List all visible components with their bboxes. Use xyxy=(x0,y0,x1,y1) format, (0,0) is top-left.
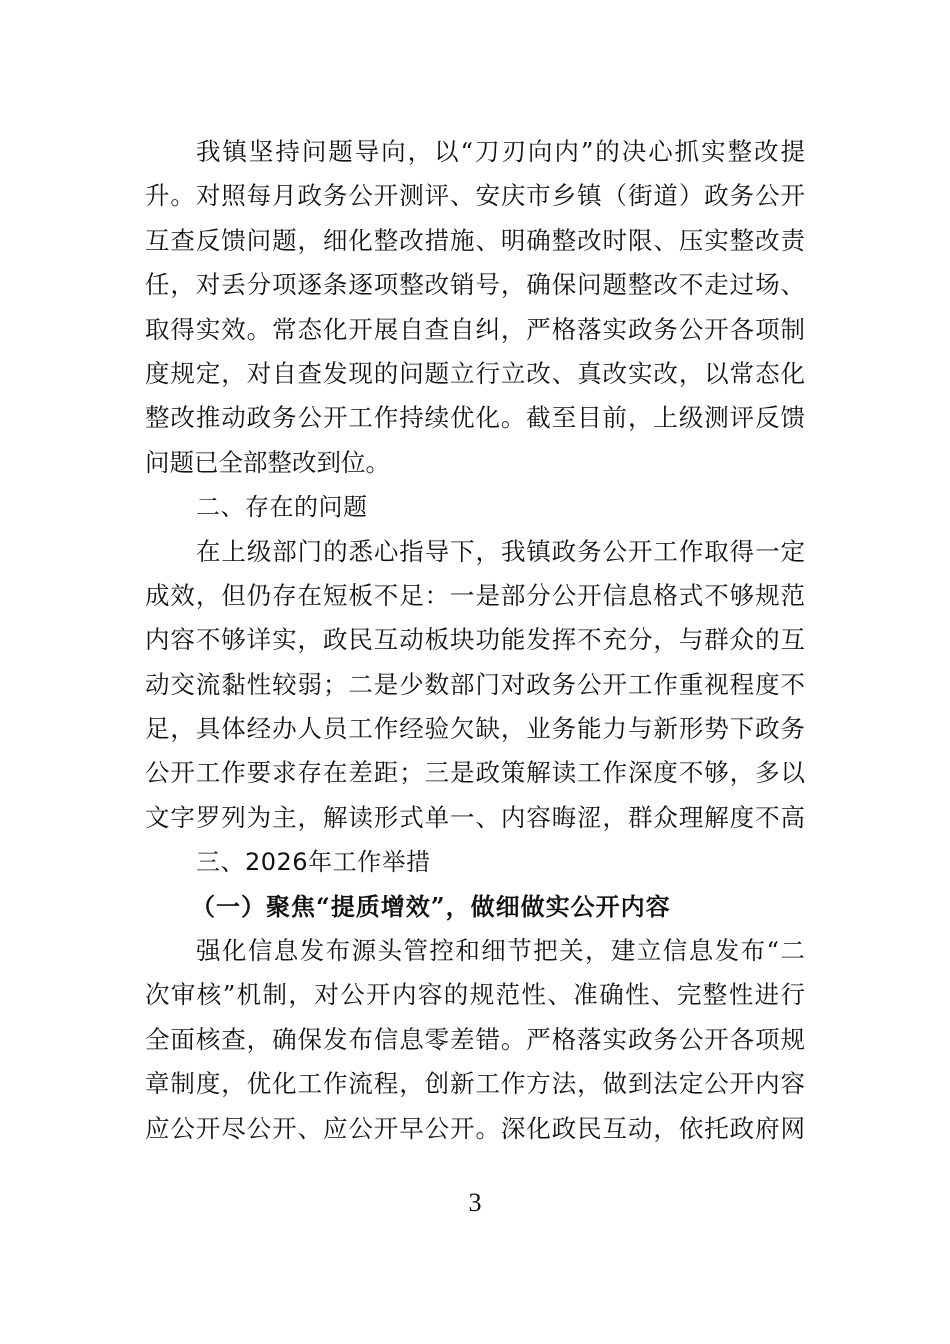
document-body xyxy=(145,130,805,1151)
text-line: 问题已全部整改到位。 xyxy=(145,447,390,477)
text-line: 文字罗列为主，解读形式单一、内容晦涩，群众理解度不高 xyxy=(145,802,805,832)
text-line: 取得实效。常态化开展自查自纠，严格落实政务公开各项制 xyxy=(145,314,805,344)
paragraph xyxy=(145,929,805,1151)
text-line: 整改推动政务公开工作持续优化。截至目前，上级测评反馈 xyxy=(145,403,805,433)
text-line: 章制度，优化工作流程，创新工作方法，做到法定公开内容 xyxy=(145,1069,805,1099)
text-line: 动交流黏性较弱；二是少数部门对政务公开工作重视程度不 xyxy=(145,669,805,699)
section-heading xyxy=(145,485,805,529)
text-line: 三、2026年工作举措 xyxy=(196,848,431,877)
text-line: 足，具体经办人员工作经验欠缺，业务能力与新形势下政务 xyxy=(145,714,805,744)
text-line: 我镇坚持问题导向，以“刀刃向内”的决心抓实整改提 xyxy=(196,137,805,166)
text-line: 互查反馈问题，细化整改措施、明确整改时限、压实整改责 xyxy=(145,225,805,255)
text-line: 强化信息发布源头管控和细节把关，建立信息发布“二 xyxy=(196,936,805,966)
text-line: 度规定，对自查发现的问题立行立改、真改实改，以常态化 xyxy=(145,358,805,388)
text-line: 在上级部门的悉心指导下，我镇政务公开工作取得一定 xyxy=(196,536,805,566)
section-heading xyxy=(145,840,805,884)
text-line: 升。对照每月政务公开测评、安庆市乡镇（街道）政务公开 xyxy=(145,181,805,211)
paragraph xyxy=(145,530,805,841)
text-line: 成效，但仍存在短板不足：一是部分公开信息格式不够规范 xyxy=(145,580,805,610)
text-line: 全面核查，确保发布信息零差错。严格落实政务公开各项规 xyxy=(145,1024,805,1054)
text-line: （一）聚焦“提质增效”，做细做实公开内容 xyxy=(191,891,671,921)
text-line: 任，对丢分项逐条逐项整改销号，确保问题整改不走过场、 xyxy=(145,270,805,300)
text-line: 次审核”机制，对公开内容的规范性、准确性、完整性进行 xyxy=(145,980,805,1010)
text-line: 应公开尽公开、应公开早公开。深化政民互动，依托政府网 xyxy=(145,1113,805,1143)
paragraph xyxy=(145,130,805,485)
text-line: 二、存在的问题 xyxy=(196,493,368,522)
text-line: 内容不够详实，政民互动板块功能发挥不充分，与群众的互 xyxy=(145,625,805,655)
text-line: 公开工作要求存在差距；三是政策解读工作深度不够，多以 xyxy=(145,758,805,788)
page-number: 3 xyxy=(468,1188,482,1217)
subsection-heading xyxy=(145,885,805,929)
